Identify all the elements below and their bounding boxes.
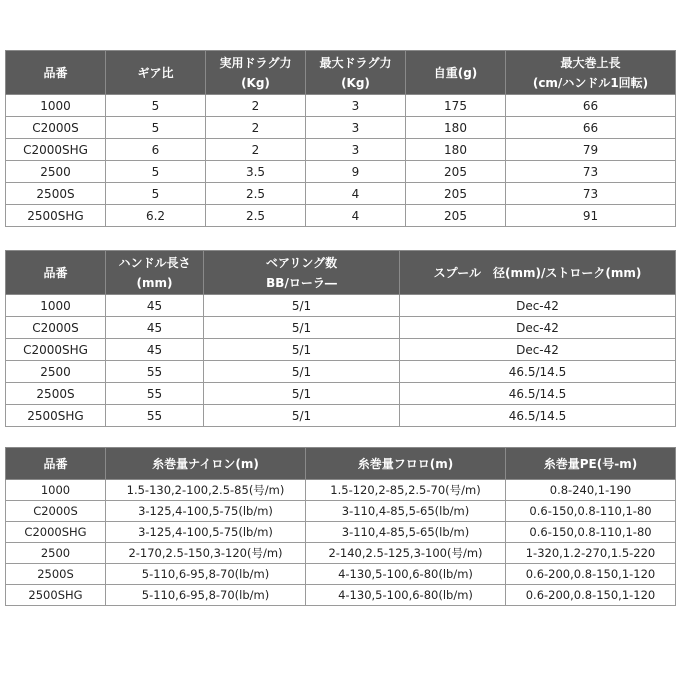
model-cell: C2000SHG	[6, 522, 106, 543]
model-cell: C2000S	[6, 317, 106, 339]
column-header	[106, 448, 306, 480]
column-header-line: 品番	[43, 265, 68, 280]
column-header	[106, 51, 206, 95]
column-header-line: 糸巻量フロロ(m)	[357, 456, 454, 471]
model-cell: 2500	[6, 361, 106, 383]
model-cell: 2500S	[6, 183, 106, 205]
value-cell: 205	[406, 183, 506, 205]
table-row	[6, 405, 676, 427]
value-cell: 3-110,4-85,5-65(lb/m)	[306, 501, 506, 522]
value-cell: 175	[406, 95, 506, 117]
table-row	[6, 585, 676, 606]
value-cell: Dec-42	[400, 295, 676, 317]
value-cell: 45	[106, 317, 204, 339]
column-header	[6, 448, 106, 480]
table-row	[6, 139, 676, 161]
value-cell: 55	[106, 405, 204, 427]
table-row	[6, 361, 676, 383]
value-cell: 2-140,2.5-125,3-100(号/m)	[306, 543, 506, 564]
value-cell: 3	[306, 117, 406, 139]
column-header	[206, 51, 306, 95]
table-row	[6, 501, 676, 522]
value-cell: 3.5	[206, 161, 306, 183]
value-cell: Dec-42	[400, 339, 676, 361]
value-cell: 1.5-120,2-85,2.5-70(号/m)	[306, 480, 506, 501]
table-header-row	[6, 51, 676, 95]
model-cell: 2500SHG	[6, 205, 106, 227]
table-row	[6, 564, 676, 585]
column-header	[406, 51, 506, 95]
value-cell: 45	[106, 295, 204, 317]
column-header-line: BB/ローラ―	[266, 275, 337, 290]
model-cell: 2500	[6, 543, 106, 564]
value-cell: 3-125,4-100,5-75(lb/m)	[106, 522, 306, 543]
value-cell: 3-125,4-100,5-75(lb/m)	[106, 501, 306, 522]
value-cell: 2	[206, 117, 306, 139]
value-cell: 79	[506, 139, 676, 161]
value-cell: 5	[106, 117, 206, 139]
value-cell: 3	[306, 95, 406, 117]
model-cell: C2000SHG	[6, 139, 106, 161]
value-cell: 5/1	[204, 339, 400, 361]
table-row	[6, 383, 676, 405]
value-cell: 2-170,2.5-150,3-120(号/m)	[106, 543, 306, 564]
column-header-line: ギア比	[137, 65, 174, 80]
column-header-line: (cm/ハンドル1回転)	[532, 75, 649, 90]
table-header-row	[6, 251, 676, 295]
value-cell: 66	[506, 117, 676, 139]
model-cell: 1000	[6, 295, 106, 317]
value-cell: 46.5/14.5	[400, 361, 676, 383]
table-row	[6, 480, 676, 501]
model-cell: 1000	[6, 95, 106, 117]
value-cell: 180	[406, 139, 506, 161]
value-cell: 9	[306, 161, 406, 183]
column-header	[506, 448, 676, 480]
model-cell: 2500SHG	[6, 405, 106, 427]
column-header-line: スプール 径(mm)/ストローク(mm)	[433, 265, 642, 280]
value-cell: 4	[306, 205, 406, 227]
value-cell: 5-110,6-95,8-70(lb/m)	[106, 585, 306, 606]
value-cell: 4	[306, 183, 406, 205]
value-cell: 5	[106, 183, 206, 205]
column-header	[6, 251, 106, 295]
value-cell: 0.6-200,0.8-150,1-120	[506, 564, 676, 585]
column-header-line: 品番	[43, 456, 68, 471]
table-row	[6, 295, 676, 317]
value-cell: 73	[506, 183, 676, 205]
table-row	[6, 117, 676, 139]
column-header-line: ハンドル長さ	[118, 255, 191, 270]
value-cell: 180	[406, 117, 506, 139]
value-cell: 5/1	[204, 295, 400, 317]
value-cell: 4-130,5-100,6-80(lb/m)	[306, 585, 506, 606]
value-cell: 5/1	[204, 405, 400, 427]
table-row	[6, 183, 676, 205]
value-cell: 45	[106, 339, 204, 361]
value-cell: 73	[506, 161, 676, 183]
column-header	[400, 251, 676, 295]
value-cell: 4-130,5-100,6-80(lb/m)	[306, 564, 506, 585]
column-header-line: 最大巻上長	[560, 55, 621, 70]
column-header-line: 糸巻量PE(号-m)	[543, 456, 638, 471]
column-header-line: (Kg)	[341, 75, 370, 90]
column-header-line: 実用ドラグ力	[219, 55, 292, 70]
column-header	[506, 51, 676, 95]
value-cell: 1.5-130,2-100,2.5-85(号/m)	[106, 480, 306, 501]
value-cell: 3	[306, 139, 406, 161]
value-cell: 0.6-150,0.8-110,1-80	[506, 501, 676, 522]
model-cell: 2500	[6, 161, 106, 183]
value-cell: 2.5	[206, 205, 306, 227]
table-row	[6, 339, 676, 361]
column-header-line: 最大ドラグ力	[319, 55, 392, 70]
value-cell: 5	[106, 95, 206, 117]
value-cell: 5	[106, 161, 206, 183]
value-cell: 0.8-240,1-190	[506, 480, 676, 501]
table-row	[6, 317, 676, 339]
model-cell: 2500SHG	[6, 585, 106, 606]
column-header-line: (Kg)	[241, 75, 270, 90]
value-cell: 66	[506, 95, 676, 117]
model-cell: 2500S	[6, 383, 106, 405]
column-header	[306, 448, 506, 480]
table-row	[6, 522, 676, 543]
column-header-line: ベアリング数	[265, 255, 338, 270]
value-cell: 3-110,4-85,5-65(lb/m)	[306, 522, 506, 543]
value-cell: 1-320,1.2-270,1.5-220	[506, 543, 676, 564]
spec-table-line-capacity	[5, 447, 676, 606]
table-row	[6, 543, 676, 564]
value-cell: 2	[206, 139, 306, 161]
value-cell: 2	[206, 95, 306, 117]
value-cell: 205	[406, 161, 506, 183]
column-header	[6, 51, 106, 95]
value-cell: 2.5	[206, 183, 306, 205]
model-cell: 1000	[6, 480, 106, 501]
table-row	[6, 205, 676, 227]
spec-table-handle-bearing	[5, 250, 676, 427]
model-cell: C2000S	[6, 117, 106, 139]
table-row	[6, 161, 676, 183]
value-cell: 6	[106, 139, 206, 161]
value-cell: 46.5/14.5	[400, 405, 676, 427]
table-row	[6, 95, 676, 117]
model-cell: C2000SHG	[6, 339, 106, 361]
column-header-line: 自重(g)	[433, 65, 478, 80]
value-cell: 0.6-150,0.8-110,1-80	[506, 522, 676, 543]
model-cell: C2000S	[6, 501, 106, 522]
column-header-line: (mm)	[136, 275, 173, 290]
value-cell: 5/1	[204, 383, 400, 405]
column-header	[306, 51, 406, 95]
value-cell: 55	[106, 383, 204, 405]
value-cell: 0.6-200,0.8-150,1-120	[506, 585, 676, 606]
value-cell: 91	[506, 205, 676, 227]
value-cell: 46.5/14.5	[400, 383, 676, 405]
value-cell: 5-110,6-95,8-70(lb/m)	[106, 564, 306, 585]
value-cell: 205	[406, 205, 506, 227]
spec-table-drag-weight	[5, 50, 676, 227]
value-cell: 55	[106, 361, 204, 383]
column-header	[106, 251, 204, 295]
column-header-line: 品番	[43, 65, 68, 80]
value-cell: Dec-42	[400, 317, 676, 339]
column-header-line: 糸巻量ナイロン(m)	[152, 456, 259, 471]
table-header-row	[6, 448, 676, 480]
value-cell: 6.2	[106, 205, 206, 227]
value-cell: 5/1	[204, 317, 400, 339]
value-cell: 5/1	[204, 361, 400, 383]
model-cell: 2500S	[6, 564, 106, 585]
column-header	[204, 251, 400, 295]
